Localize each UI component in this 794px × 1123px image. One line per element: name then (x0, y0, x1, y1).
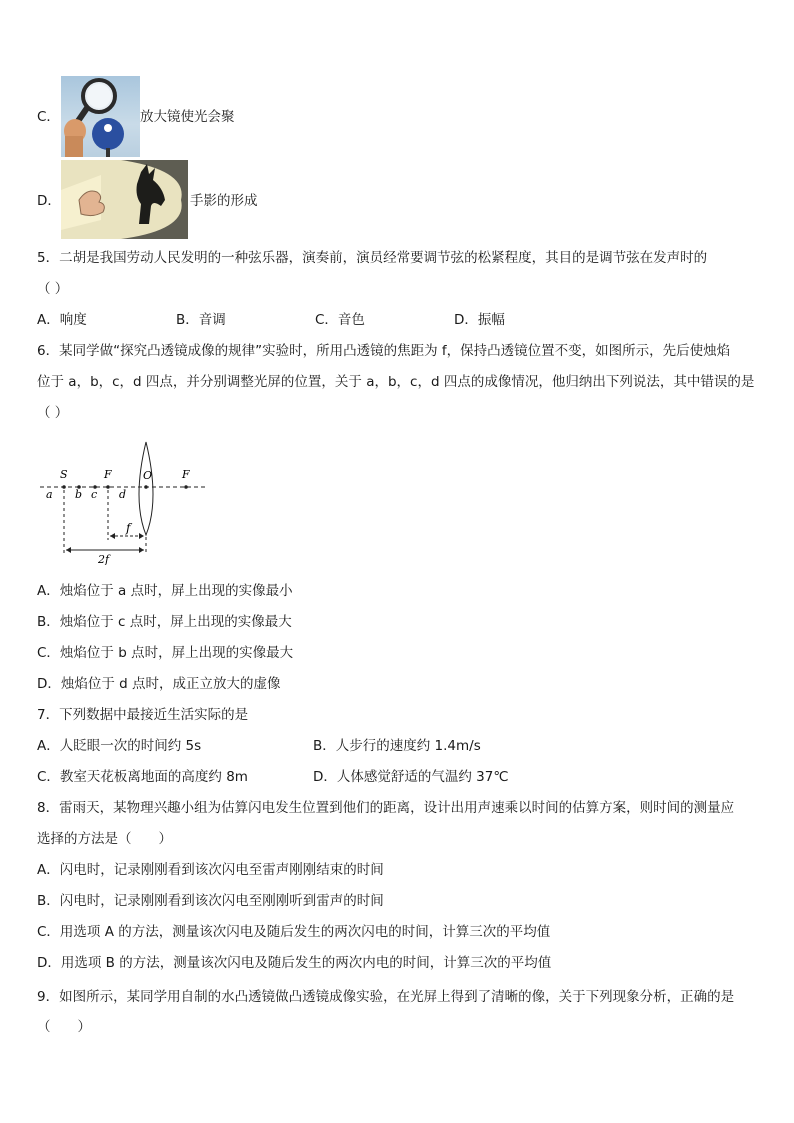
q7-stem: 7．下列数据中最接近生活实际的是 (37, 707, 249, 723)
q6-option-b: B．烛焰位于 c 点时，屏上出现的实像最大 (37, 614, 292, 630)
point-f-left (106, 485, 110, 489)
point-s (62, 485, 66, 489)
label-b: b (75, 488, 83, 501)
option-c-label: C． (37, 109, 60, 125)
hand-shadow-icon (61, 160, 188, 239)
label-s: S (60, 468, 68, 481)
q5-stem-line2: （ ） (37, 281, 69, 297)
q6-option-a: A．烛焰位于 a 点时，屏上出现的实像最小 (37, 583, 293, 599)
q5-option-d: D．振幅 (454, 312, 505, 328)
q5-option-a: A．响度 (37, 312, 87, 328)
q7-option-d: D．人体感觉舒适的气温约 37℃ (313, 769, 509, 785)
lens-diagram (40, 440, 215, 565)
q8-stem-line1: 8．雷雨天，某物理兴趣小组为估算闪电发生位置到他们的距离，设计出用声速乘以时间的估算方案，则时间的测量应 (37, 800, 735, 816)
q6-option-d: D．烛焰位于 d 点时，成正立放大的虚像 (37, 676, 281, 692)
q5-option-b: B．音调 (176, 312, 226, 328)
q7-option-b: B．人步行的速度约 1.4m/s (313, 738, 481, 754)
option-c-caption: 放大镜使光会聚 (140, 109, 235, 125)
label-f-left: F (104, 468, 112, 481)
label-c: c (91, 488, 98, 501)
q8-option-a: A．闪电时，记录刚刚看到该次闪电至雷声刚刚结束的时间 (37, 862, 384, 878)
label-a: a (46, 488, 53, 501)
label-dim-f: f (126, 521, 131, 535)
q7-option-c: C．教室天花板离地面的高度约 8m (37, 769, 248, 785)
label-o: O (143, 469, 153, 482)
q8-stem-line2: 选择的方法是（ ） (37, 831, 172, 847)
q8-option-d: D．用选项 B 的方法，测量该次闪电及随后发生的两次内电的时间，计算三次的平均值 (37, 955, 552, 971)
q6-stem-line1: 6．某同学做“探究凸透镜成像的规律”实验时，所用凸透镜的焦距为 f，保持凸透镜位置不变，如图所示，先后使烛焰 (37, 343, 731, 359)
q6-stem-line2: 位于 a，b，c，d 四点，并分别调整光屏的位置，关于 a，b，c，d 四点的成像情况，他归纳出下列说法，其中错误的是 (37, 374, 755, 390)
option-d-label: D． (37, 193, 61, 209)
q7-option-a: A．人眨眼一次的时间约 5s (37, 738, 202, 754)
q6-stem-line3: （ ） (37, 405, 69, 421)
q8-option-c: C．用选项 A 的方法，测量该次闪电及随后发生的两次闪电的时间，计算三次的平均值 (37, 924, 551, 940)
q5-stem-line1: 5．二胡是我国劳动人民发明的一种弦乐器，演奏前，演员经常要调节弦的松紧程度，其目的是调节弦在发声时的 (37, 250, 708, 266)
hand-shadow-image (61, 160, 188, 239)
label-d: d (119, 488, 127, 501)
label-f-right: F (182, 468, 190, 481)
option-d-caption: 手影的形成 (190, 193, 258, 209)
magnifier-icon (61, 76, 140, 157)
q9-stem-line2: （ ） (37, 1019, 91, 1035)
point-o (144, 485, 148, 489)
label-dim-2f: 2f (98, 553, 110, 565)
magnifier-image (61, 76, 140, 157)
q6-option-c: C．烛焰位于 b 点时，屏上出现的实像最大 (37, 645, 294, 661)
q8-option-b: B．闪电时，记录刚刚看到该次闪电至刚刚听到雷声的时间 (37, 893, 384, 909)
point-f-right (184, 485, 188, 489)
q9-stem-line1: 9．如图所示，某同学用自制的水凸透镜做凸透镜成像实验，在光屏上得到了清晰的像，关于下列现象分析，正确的是 (37, 989, 735, 1005)
q5-option-c: C．音色 (315, 312, 365, 328)
